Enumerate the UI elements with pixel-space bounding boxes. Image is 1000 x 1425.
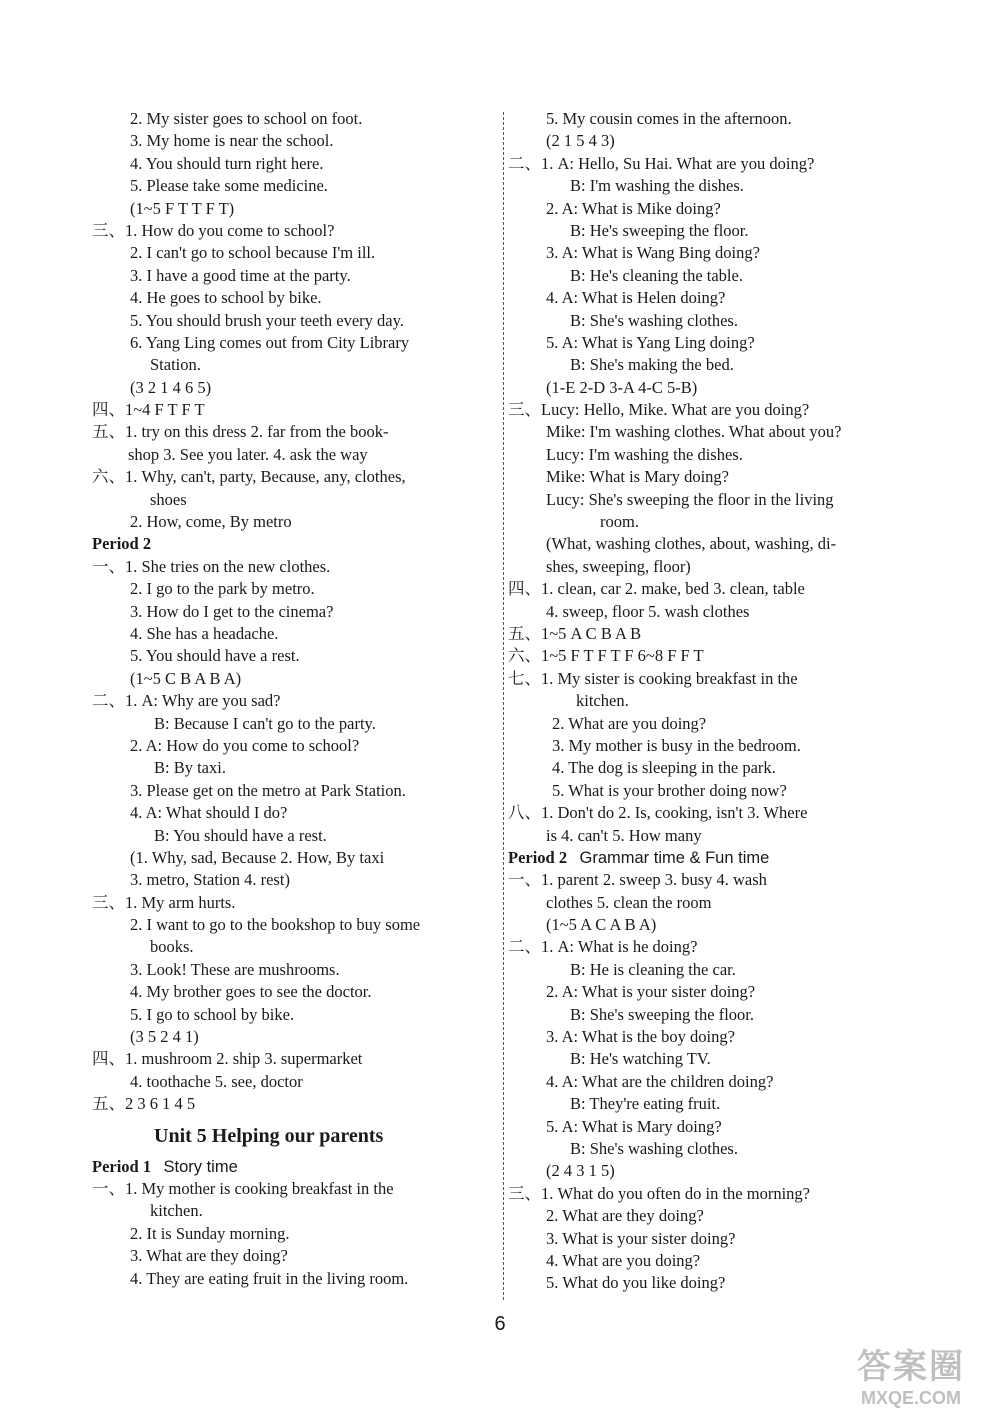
answer-line: 2. What are you doing? bbox=[552, 713, 707, 733]
answer-line: 3. My mother is busy in the bedroom. bbox=[552, 735, 801, 755]
answer-line: B: By taxi. bbox=[154, 758, 226, 778]
answer-line: shop 3. See you later. 4. ask the way bbox=[128, 444, 368, 464]
answer-line: 三、1. What do you often do in the morning? bbox=[508, 1183, 810, 1203]
answer-line: 2. How, come, By metro bbox=[130, 512, 292, 532]
answer-line: 4. sweep, floor 5. wash clothes bbox=[546, 601, 750, 621]
answer-line: B: She's sweeping the floor. bbox=[570, 1004, 754, 1024]
answer-line: (3 2 1 4 6 5) bbox=[130, 377, 212, 397]
answer-line: 6. Yang Ling comes out from City Library bbox=[130, 332, 410, 352]
answer-line: 三、Lucy: Hello, Mike. What are you doing? bbox=[508, 400, 810, 420]
answer-line: 2. I go to the park by metro. bbox=[130, 579, 315, 599]
answer-line: 2. A: How do you come to school? bbox=[130, 735, 360, 755]
answer-line: B: He's watching TV. bbox=[570, 1049, 711, 1069]
answer-line: (1~5 F T T F T) bbox=[130, 198, 235, 218]
answer-line: 2. A: What is Mike doing? bbox=[546, 198, 721, 218]
answer-line: 三、1. How do you come to school? bbox=[92, 220, 335, 240]
answer-line: 3. Please get on the metro at Park Station. bbox=[130, 780, 406, 800]
answer-line: (2 4 3 1 5) bbox=[546, 1161, 615, 1181]
answer-line: 4. A: What should I do? bbox=[130, 803, 288, 823]
answer-line: 3. metro, Station 4. rest) bbox=[130, 870, 290, 890]
answer-line: kitchen. bbox=[576, 691, 629, 711]
answer-line: 二、1. A: Why are you sad? bbox=[92, 691, 281, 711]
answer-line: 4. A: What are the children doing? bbox=[546, 1071, 774, 1091]
answer-line: 2. My sister goes to school on foot. bbox=[130, 109, 363, 128]
period-heading bbox=[508, 847, 913, 869]
answer-line: Mike: I'm washing clothes. What about you? bbox=[546, 422, 842, 442]
answer-line: 六、1. Why, can't, party, Because, any, clothes, bbox=[92, 467, 406, 487]
answer-line: 4. toothache 5. see, doctor bbox=[130, 1071, 303, 1091]
period-heading bbox=[92, 1156, 497, 1178]
answer-line: 5. You should brush your teeth every day. bbox=[130, 310, 404, 330]
answer-line: 5. What is your brother doing now? bbox=[552, 780, 787, 800]
unit-heading: Unit 5 Helping our parents bbox=[154, 1124, 384, 1147]
answer-line: 4. She has a headache. bbox=[130, 623, 279, 643]
answer-line: (What, washing clothes, about, washing, di- bbox=[546, 534, 837, 554]
answer-line: B: They're eating fruit. bbox=[570, 1094, 721, 1114]
answer-line: 八、1. Don't do 2. Is, cooking, isn't 3. Where bbox=[508, 803, 808, 823]
answer-line: B: You should have a rest. bbox=[154, 825, 327, 845]
answer-line: B: She's washing clothes. bbox=[570, 1138, 738, 1158]
answer-line: (1. Why, sad, Because 2. How, By taxi bbox=[130, 847, 385, 867]
answer-line: 4. The dog is sleeping in the park. bbox=[552, 758, 776, 778]
answer-line: 一、1. She tries on the new clothes. bbox=[92, 556, 331, 576]
answer-line: 5. My cousin comes in the afternoon. bbox=[546, 109, 792, 128]
answer-line: B: I'm washing the dishes. bbox=[570, 176, 744, 196]
answer-line: 4. A: What is Helen doing? bbox=[546, 288, 726, 308]
answer-line: 4. He goes to school by bike. bbox=[130, 288, 322, 308]
answer-line: 2. It is Sunday morning. bbox=[130, 1223, 290, 1243]
answer-line: 七、1. My sister is cooking breakfast in the bbox=[508, 668, 798, 688]
answer-line: B: She's making the bed. bbox=[570, 355, 734, 375]
answer-line: is 4. can't 5. How many bbox=[546, 825, 702, 845]
column-divider bbox=[503, 112, 504, 1300]
period-label: Period 1 bbox=[92, 1156, 152, 1176]
answer-line: (1-E 2-D 3-A 4-C 5-B) bbox=[546, 377, 698, 397]
answer-line: 3. A: What is the boy doing? bbox=[546, 1027, 735, 1047]
answer-line: 六、1~5 F T F T F 6~8 F F T bbox=[508, 646, 704, 666]
answer-line: 4. My brother goes to see the doctor. bbox=[130, 982, 372, 1002]
answer-line: 2. What are they doing? bbox=[546, 1206, 704, 1226]
answer-line: 三、1. My arm hurts. bbox=[92, 892, 236, 912]
right-column bbox=[508, 108, 913, 1295]
page-number: 6 bbox=[494, 1313, 506, 1335]
answer-line: 3. What are they doing? bbox=[130, 1246, 288, 1266]
answer-line: Mike: What is Mary doing? bbox=[546, 467, 729, 487]
period-label: Period 2 bbox=[508, 847, 568, 867]
answer-line: (1~5 A C A B A) bbox=[546, 915, 657, 935]
answer-line: B: He's sweeping the floor. bbox=[570, 220, 749, 240]
answer-line: 一、1. My mother is cooking breakfast in the bbox=[92, 1178, 394, 1198]
answer-line: B: Because I can't go to the party. bbox=[154, 713, 376, 733]
answer-line: 2. I can't go to school because I'm ill. bbox=[130, 243, 376, 263]
watermark-domain: MXQE.COM bbox=[860, 1388, 961, 1408]
answer-line: 5. What do you like doing? bbox=[546, 1273, 726, 1293]
answer-line: 五、1~5 A C B A B bbox=[508, 623, 642, 643]
answer-line: 四、1~4 F T F T bbox=[92, 400, 205, 420]
answer-line: 五、2 3 6 1 4 5 bbox=[92, 1094, 196, 1114]
answer-line: 2. I want to go to the bookshop to buy some bbox=[130, 915, 421, 935]
answer-line: shes, sweeping, floor) bbox=[546, 556, 691, 576]
answer-line: clothes 5. clean the room bbox=[546, 892, 712, 912]
answer-line: 2. A: What is your sister doing? bbox=[546, 982, 756, 1002]
answer-line: Station. bbox=[150, 355, 201, 375]
period-label: Period 2 bbox=[92, 534, 152, 554]
answer-line: (3 5 2 4 1) bbox=[130, 1027, 199, 1047]
answer-line: Lucy: She's sweeping the floor in the living bbox=[546, 489, 834, 509]
answer-line: 四、1. clean, car 2. make, bed 3. clean, table bbox=[508, 579, 805, 599]
answer-line: (1~5 C B A B A) bbox=[130, 668, 242, 688]
answer-line: 一、1. parent 2. sweep 3. busy 4. wash bbox=[508, 870, 767, 890]
answer-line: 5. A: What is Mary doing? bbox=[546, 1116, 722, 1136]
answer-line: 4. What are you doing? bbox=[546, 1250, 701, 1270]
answer-line: 4. You should turn right here. bbox=[130, 153, 324, 173]
period-subtitle: Grammar time & Fun time bbox=[579, 848, 770, 867]
answer-line: books. bbox=[150, 937, 194, 957]
answer-line: 5. Please take some medicine. bbox=[130, 176, 328, 196]
answer-line: 5. A: What is Yang Ling doing? bbox=[546, 332, 755, 352]
period-heading bbox=[92, 533, 497, 555]
answer-line: B: She's washing clothes. bbox=[570, 310, 738, 330]
answer-line: 二、1. A: Hello, Su Hai. What are you doing? bbox=[508, 153, 815, 173]
answer-line: 五、1. try on this dress 2. far from the book- bbox=[92, 422, 389, 442]
answer-line: (2 1 5 4 3) bbox=[546, 131, 615, 151]
answer-line: 3. My home is near the school. bbox=[130, 131, 334, 151]
answer-line: 二、1. A: What is he doing? bbox=[508, 937, 698, 957]
watermark-text: 答案圈 bbox=[857, 1348, 965, 1386]
answer-line: 四、1. mushroom 2. ship 3. supermarket bbox=[92, 1049, 363, 1069]
answer-line: 3. How do I get to the cinema? bbox=[130, 601, 334, 621]
answer-line: 3. A: What is Wang Bing doing? bbox=[546, 243, 760, 263]
period-subtitle: Story time bbox=[163, 1157, 238, 1176]
answer-line: Lucy: I'm washing the dishes. bbox=[546, 444, 743, 464]
watermark-logo bbox=[836, 1347, 986, 1417]
answer-line: 3. I have a good time at the party. bbox=[130, 265, 351, 285]
left-column bbox=[92, 108, 497, 1290]
answer-line: 5. You should have a rest. bbox=[130, 646, 300, 666]
answer-line: B: He is cleaning the car. bbox=[570, 959, 736, 979]
answer-line: 4. They are eating fruit in the living room. bbox=[130, 1268, 409, 1288]
answer-line: shoes bbox=[150, 489, 187, 509]
answer-line: kitchen. bbox=[150, 1201, 203, 1221]
answer-line: B: He's cleaning the table. bbox=[570, 265, 743, 285]
answer-line: 3. Look! These are mushrooms. bbox=[130, 959, 340, 979]
answer-line: 3. What is your sister doing? bbox=[546, 1228, 736, 1248]
answer-line: 5. I go to school by bike. bbox=[130, 1004, 295, 1024]
answer-line: room. bbox=[600, 512, 639, 532]
